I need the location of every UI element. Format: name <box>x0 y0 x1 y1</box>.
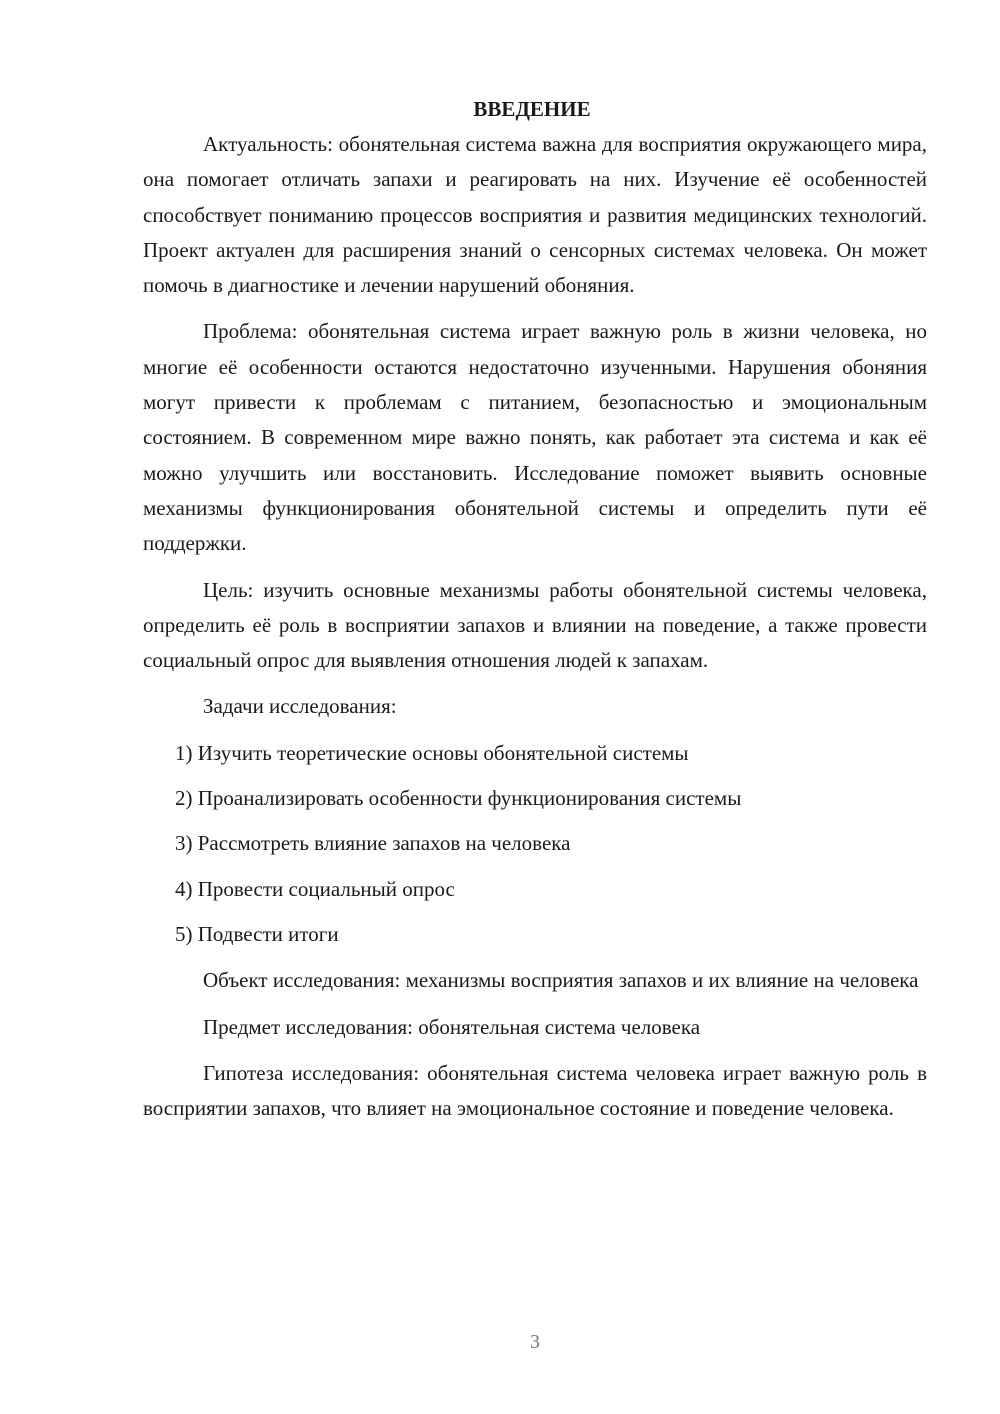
list-item: 5) Подвести итоги <box>175 921 339 946</box>
paragraph-problem: Проблема: обонятельная система играет важную роль в жизни человека, но многие её особенности остаются недостаточно изученными. Нарушения обоняния могут привести к проблемам с питанием, безопасностью и эмоциональным состоянием. В современном мире важно понять, как работает эта система и как её можно улучшить или восстановить. Исследование поможет выявить основные механизмы функционирования обонятельной системы и определить пути её поддержки. <box>143 319 927 556</box>
paragraph-hypothesis: Гипотеза исследования: обонятельная система человека играет важную роль в восприятии запахов, что влияет на эмоциональное состояние и поведение человека. <box>143 1060 927 1121</box>
list-item: 3) Рассмотреть влияние запахов на человека <box>175 831 571 856</box>
tasks-heading: Задачи исследования: <box>203 694 397 719</box>
tasks-list <box>143 736 927 952</box>
page-title: ВВЕДЕНИЕ <box>473 97 591 121</box>
paragraph-relevance: Актуальность: обонятельная система важна для восприятия окружающего мира, она помогает отличать запахи и реагировать на них. Изучение её особенностей способствует пониманию процессов восприятия и развития медицинских технологий. Проект актуален для расширения знаний о сенсорных системах человека. Он может помочь в диагностике и лечении нарушений обоняния. <box>143 132 927 298</box>
page-number: 3 <box>530 1331 540 1353</box>
list-item: 4) Провести социальный опрос <box>175 876 455 901</box>
list-item: 2) Проанализировать особенности функционирования системы <box>175 786 742 811</box>
paragraph-goal: Цель: изучить основные механизмы работы обонятельной системы человека, определить её роль в восприятии запахов и влиянии на поведение, а также провести социальный опрос для выявления отношения людей к запахам. <box>143 577 927 673</box>
paragraph-object: Объект исследования: механизмы восприятия запахов и их влияние на человека <box>203 968 919 993</box>
list-item: 1) Изучить теоретические основы обонятельной системы <box>175 740 689 765</box>
paragraph-subject: Предмет исследования: обонятельная система человека <box>203 1014 701 1039</box>
